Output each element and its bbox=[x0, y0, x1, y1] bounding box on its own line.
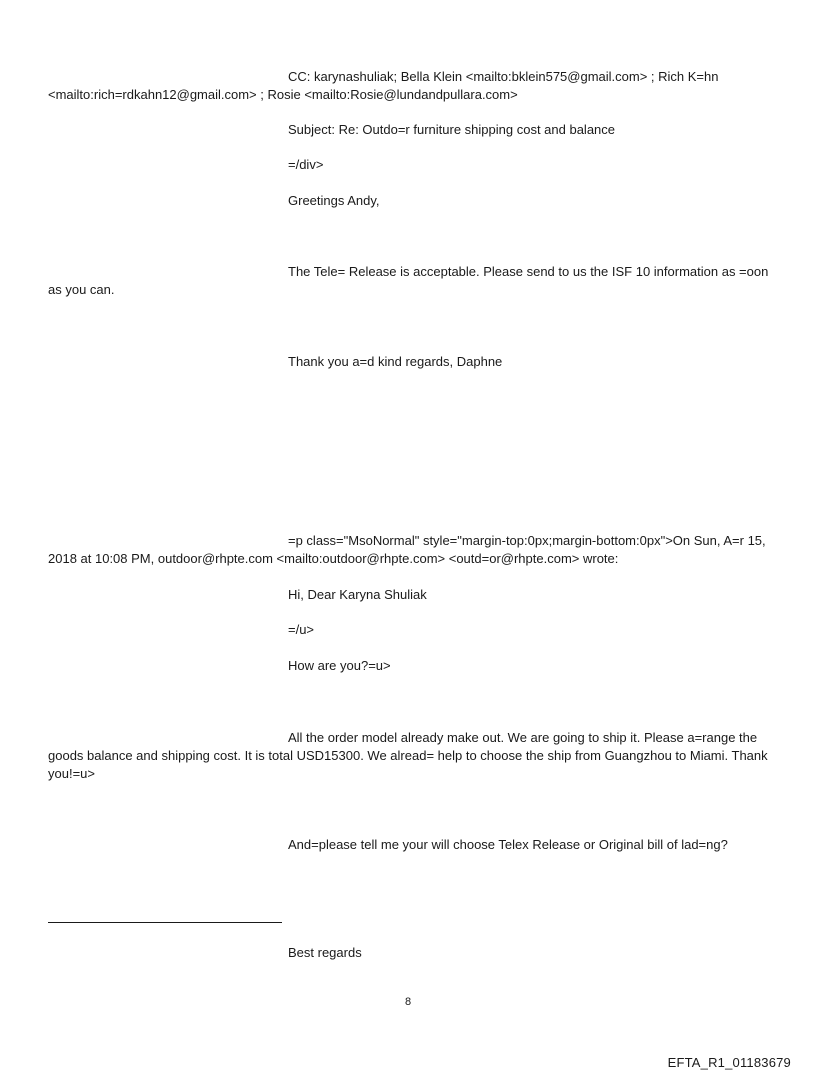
telex-acceptance-paragraph: The Tele= Release is acceptable. Please send to us the ISF 10 information as =oon as you can. bbox=[48, 264, 769, 297]
page-number: 8 bbox=[404, 996, 412, 1008]
footnote-separator bbox=[48, 922, 282, 923]
quoted-greeting: Hi, Dear Karyna Shuliak bbox=[288, 587, 427, 602]
how-are-you-line: How are you?=u> bbox=[288, 658, 391, 673]
subject-line: Subject: Re: Outdo=r furniture shipping cost and balance bbox=[288, 122, 616, 137]
quoted-message-header: =p class="MsoNormal" style="margin-top:0px;margin-bottom:0px">On Sun, A=r 15, 2018 at 10:08 PM, outdoor@rhpte.com <mailto:outdoor@rhpte.com> <outd=or@rhpte.com> wrote: bbox=[48, 533, 766, 566]
order-paragraph: All the order model already make out. We are going to ship it. Please a=range the goods balance and shipping cost. It is total USD15300. We alread= help to choose the ship from Guangzhou to Miami. Thank you!=u> bbox=[48, 730, 768, 781]
cc-line: CC: karynashuliak; Bella Klein <mailto:bklein575@gmail.com> ; Rich K=hn <mailto:rich=rdkahn12@gmail.com> ; Rosie <mailto:Rosie@lundandpullara.com> bbox=[48, 69, 719, 102]
telex-question: And=please tell me your will choose Telex Release or Original bill of lad=ng? bbox=[288, 837, 728, 852]
greeting: Greetings Andy, bbox=[288, 193, 380, 208]
bates-number: EFTA_R1_01183679 bbox=[667, 1055, 791, 1070]
best-regards: Best regards bbox=[288, 945, 362, 960]
u-close-artifact: =/u> bbox=[288, 622, 315, 637]
div-close-artifact: =/div> bbox=[288, 157, 324, 172]
sign-off: Thank you a=d kind regards, Daphne bbox=[288, 354, 503, 369]
